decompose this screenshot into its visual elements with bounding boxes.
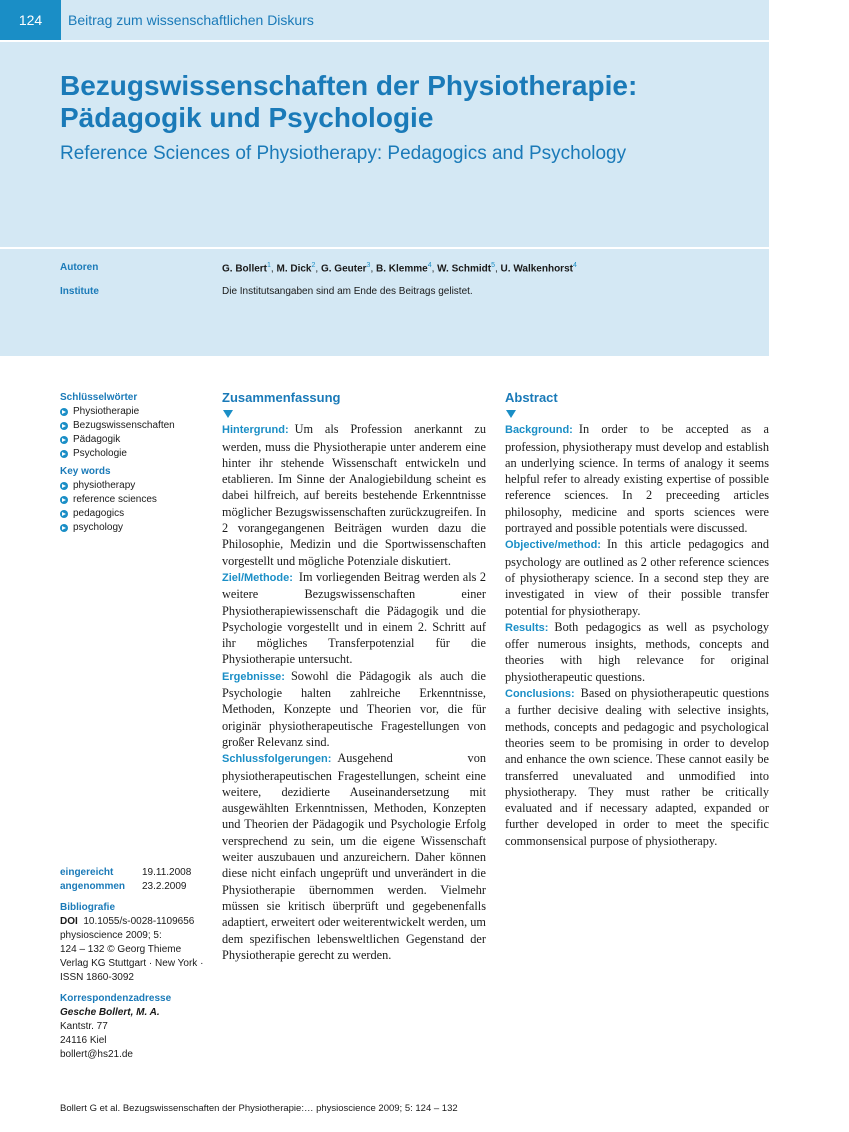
- correspondence-address: [60, 1020, 203, 1062]
- section-label: Ergebnisse:: [222, 670, 285, 683]
- bibliography-lines: [60, 929, 203, 985]
- keyword-text: Bezugswissenschaften: [73, 420, 175, 431]
- correspondence-line: bollert@hs21.de: [60, 1049, 133, 1060]
- keyword-text: Psychologie: [73, 448, 127, 459]
- authors-list: G. Bollert$^1$, M. Dick$^2$, G. Geuter$^3$, B. Klemme$^4$, W. Schmidt$^5$, U. Walkenhorst$^4$: [222, 262, 577, 275]
- correspondence-label: Korrespondenzadresse: [60, 993, 172, 1004]
- keywords-de-list: [60, 405, 210, 461]
- keyword-text: physiotherapy: [73, 480, 136, 491]
- abstract-paragraph: [505, 619, 769, 685]
- institute-note: Die Institutsangaben sind am Ende des Beitrags gelistet.: [222, 286, 473, 297]
- submission-dates: [60, 866, 203, 1062]
- author-affiliation: 5: [491, 262, 495, 269]
- author-name: B. Klemme: [376, 263, 428, 275]
- author-affiliation: 2: [311, 262, 316, 269]
- section-label: Results:: [505, 621, 549, 634]
- doi-value: 10.1055/s-0028-1109656: [83, 916, 195, 927]
- abstract-paragraph: [505, 536, 769, 618]
- article-title-line-2: Pädagogik und Psychologie: [60, 102, 434, 133]
- section-label: Objective/method:: [505, 539, 601, 552]
- section-label: Ziel/Methode:: [222, 571, 293, 584]
- institute-label: Institute: [60, 286, 99, 297]
- abstract-body: [505, 421, 769, 849]
- bibliography-line: physioscience 2009; 5:: [60, 930, 162, 941]
- author-name: G. Geuter: [320, 263, 367, 275]
- correspondence-line: Kantstr. 77: [60, 1021, 108, 1032]
- keyword-item: [60, 419, 210, 433]
- arrow-bullet-icon: [60, 524, 68, 532]
- abstract-paragraph: [222, 668, 486, 750]
- section-text: Based on physiotherapeutic questions a further decisive dealing with selective insights, methods, concepts and pedagogic and psychological theories seem to be promising in order to develop and enhance the own science. These cannot easily be transferred unevaluated and unmodified into physiotherapy. They must rather be critically evaluated and if necessary adapted, expanded or further developed in order to meet the specific commonsensical purpose of physiotherapy.: [505, 686, 769, 848]
- triangle-down-icon: [506, 410, 516, 418]
- arrow-bullet-icon: [60, 496, 68, 504]
- doi-label: DOI: [60, 916, 78, 927]
- abstract-paragraph: [505, 685, 769, 849]
- section-text: In this article pedagogics and psychology are outlined as 2 other reference sciences of physiotherapy science. In a second step they are investigated in view of their possible transfer potential for physiotherapy.: [505, 537, 769, 618]
- author-name: M. Dick: [276, 263, 312, 275]
- abstract-paragraph: [222, 421, 486, 569]
- abstract-paragraph: [505, 421, 769, 536]
- abstract-paragraph: [222, 750, 486, 963]
- keyword-item: [60, 433, 210, 447]
- authors-label: Autoren: [60, 262, 99, 273]
- correspondence-line: 24116 Kiel: [60, 1035, 107, 1046]
- keyword-text: psychology: [73, 522, 124, 533]
- author-name: U. Walkenhorst: [500, 263, 573, 275]
- keywords-en-label: Key words: [60, 466, 111, 477]
- section-text: Um als Profession anerkannt zu werden, muss die Physiotherapie unter anderem eine hinter ihr stehende Wissenschaft entwickeln und etablieren. Im Sinne der Analogiebildung scheint es dabei hilfreich, auf bereits bestehende Erkenntnisse möglicher Bezugswissenschaften zurückzugreifen. In 2 vorangegangenen Beiträgen wurden dazu die Philosophie, Medizin und die Sportwissenschaften vorgestellt und mögliche Potenziale diskutiert.: [222, 422, 486, 568]
- bibliography-label: Bibliografie: [60, 902, 116, 913]
- bibliography-line: Verlag KG Stuttgart · New York ·: [60, 958, 204, 969]
- author-affiliation: 4: [427, 262, 432, 269]
- zusammenfassung-body: [222, 421, 486, 963]
- author-affiliation: 3: [366, 262, 371, 269]
- arrow-bullet-icon: [60, 422, 68, 430]
- article-title: [60, 70, 740, 134]
- keyword-item: [60, 521, 210, 535]
- abstract-heading: Abstract: [505, 390, 558, 405]
- author-affiliation: 4: [572, 262, 577, 269]
- section-text: Ausgehend von physiotherapeutischen Fragestellungen, scheint eine weitere, dezidierte Auseinandersetzung mit ausgewählten Erkenntnissen, Methoden, Konzepten und Theorien der Pädagogik und Psychologie Erfolg versprechend zu sein, um die eigene Wissenschaft weiter auszubauen und anzureichern. Daher können diese nicht einfach ungeprüft und unverändert in die Physiotherapie übernommen werden. Vielmehr müssen sie kritisch überprüft und gegebenenfalls adaptiert, erweitert oder weiterentwickelt werden, um dem spezifischen lebensweltlichen Gegenstand der Physiotherapie gerecht zu werden.: [222, 751, 486, 962]
- keyword-text: Pädagogik: [73, 434, 121, 445]
- section-label: Hintergrund:: [222, 424, 289, 437]
- keyword-text: pedagogics: [73, 508, 125, 519]
- arrow-bullet-icon: [60, 510, 68, 518]
- section-text: Im vorliegenden Beitrag werden als 2 weitere Bezugswissenschaften einer Physiotherapiewissenschaft die Pädagogik und die Psychologie vorgestellt und in einem 2. Schritt auf ihr mögliches Transferpotenzial für die Physiotherapie untersucht.: [222, 569, 486, 667]
- author-name: G. Bollert: [222, 263, 268, 275]
- article-title-line-1: Bezugswissenschaften der Physiotherapie:: [60, 70, 638, 101]
- arrow-bullet-icon: [60, 436, 68, 444]
- abstract-column: [505, 390, 769, 849]
- keyword-item: [60, 479, 210, 493]
- author-name: W. Schmidt: [437, 263, 492, 275]
- accepted-date: 23.2.2009: [142, 881, 187, 892]
- article-subtitle: Reference Sciences of Physiotherapy: Pedagogics and Psychology: [60, 143, 627, 164]
- abstract-paragraph: [222, 569, 486, 668]
- accepted-label: angenommen: [60, 881, 126, 892]
- keyword-text: Physiotherapie: [73, 406, 140, 417]
- arrow-bullet-icon: [60, 450, 68, 458]
- author-affiliation: 1: [267, 262, 271, 269]
- arrow-bullet-icon: [60, 482, 68, 490]
- arrow-bullet-icon: [60, 408, 68, 416]
- keywords-de-label: Schlüsselwörter: [60, 392, 138, 403]
- section-label: Background:: [505, 424, 573, 437]
- page-number: 124: [0, 0, 61, 40]
- section-text: Sowohl die Pädagogik als auch die Psychologie halten zahlreiche Erkenntnisse, Methoden, Konzepte und Theorien vor, die für originär physiotherapeutische Fragestellungen von großer Relevanz sind.: [222, 668, 486, 749]
- keyword-text: reference sciences: [73, 494, 157, 505]
- keyword-item: [60, 447, 210, 461]
- received-date: 19.11.2008: [142, 867, 192, 878]
- keyword-item: [60, 493, 210, 507]
- section-label: Schlussfolgerungen:: [222, 753, 332, 766]
- correspondence-name: Gesche Bollert, M. A.: [60, 1007, 160, 1018]
- running-head: Beitrag zum wissenschaftlichen Diskurs: [68, 12, 314, 28]
- keywords-en-list: [60, 479, 210, 535]
- section-label: Conclusions:: [505, 688, 575, 701]
- keyword-item: [60, 507, 210, 521]
- keywords-sidebar: [60, 391, 210, 535]
- zusammenfassung-column: [222, 390, 486, 963]
- received-label: eingereicht: [60, 867, 114, 878]
- section-text: Both pedagogics as well as psychology offer numerous insights, methods, concepts and theories with high relevance for original physiotherapeutic questions.: [505, 619, 769, 684]
- keyword-item: [60, 405, 210, 419]
- section-text: In order to be accepted as a profession, physiotherapy must develop and establish an underlying science. In terms of analogy it seems helpful refer to already existing expertise of possible reference sciences. In 2 preceeding articles philosophy, medicine and sports sciences were portrayed and possible potentials were discussed.: [505, 422, 769, 536]
- zusammenfassung-heading: Zusammenfassung: [222, 390, 341, 405]
- triangle-down-icon: [223, 410, 233, 418]
- bibliography-line: 124 – 132 © Georg Thieme: [60, 944, 182, 955]
- footer-citation: Bollert G et al. Bezugswissenschaften der Physiotherapie:… physioscience 2009; 5: 124 – 132: [60, 1103, 458, 1114]
- bibliography-line: ISSN 1860-3092: [60, 972, 134, 983]
